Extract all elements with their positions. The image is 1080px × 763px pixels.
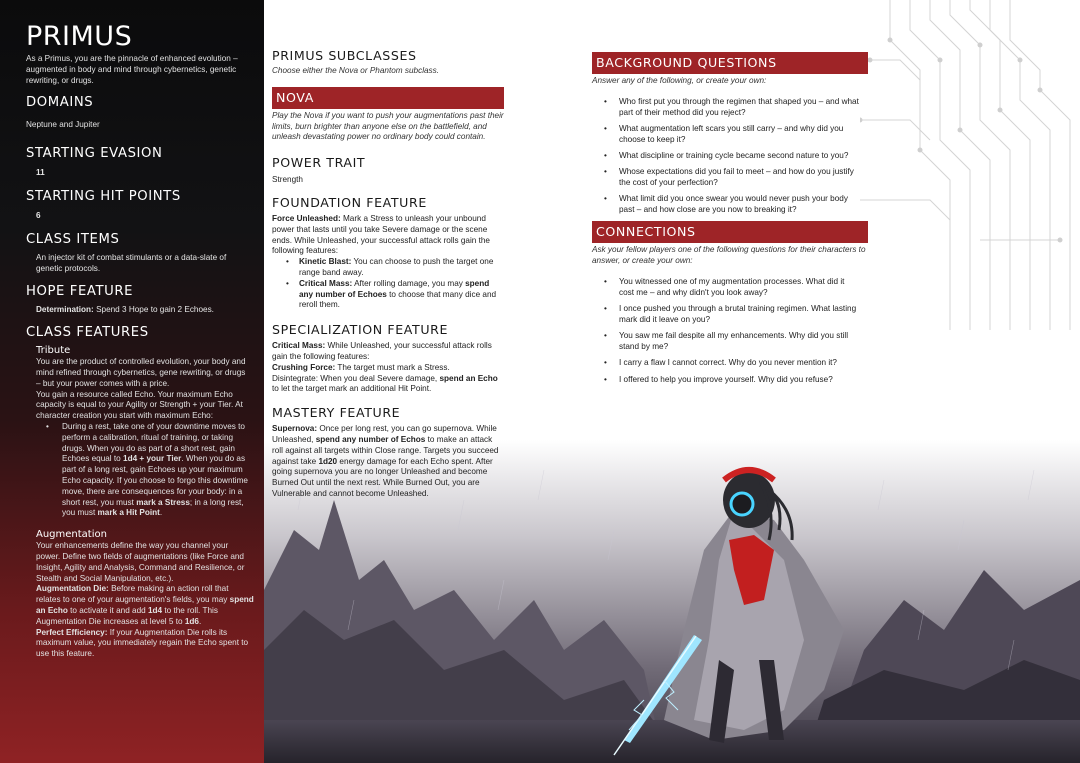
background-question-list — [592, 97, 868, 216]
specialization-heading: SPECIALIZATION FEATURE — [272, 322, 449, 338]
hit-points-value: 6 — [36, 211, 41, 221]
connections-intro: Ask your fellow players one of the following questions for their characters to answer, or create your own: — [592, 245, 866, 266]
tribute-p1: You are the product of controlled evolution, your body and mind refined through cybernetics, gene rewriting, or drugs — [36, 357, 246, 377]
nova-banner: NOVA — [272, 87, 504, 109]
question-item: • What discipline or training cycle became second nature to you? — [592, 151, 868, 162]
background-intro: Answer any of the following, or create your own: — [592, 76, 767, 85]
question-item: • I offered to help you improve yourself. Why did you refuse? — [592, 375, 868, 386]
background-questions-banner: BACKGROUND QUESTIONS — [592, 52, 868, 74]
perfect-efficiency: Perfect Efficiency: If your Augmentation Die rolls its maximum value, you immediately regain the Echo spent to use this feature. — [36, 627, 249, 659]
subclasses-text: Choose either the Nova or Phantom subclass. — [272, 66, 440, 75]
critical-mass-bullet: • Critical Mass: After rolling damage, you may spend any number of Echoes to choose that many dice and reroll them. — [272, 279, 504, 311]
class-sidebar — [0, 0, 264, 763]
hope-feature-heading: HOPE FEATURE — [26, 284, 134, 300]
question-item: • I carry a flaw I cannot correct. Why do you never mention it? — [592, 358, 868, 369]
class-items-heading: CLASS ITEMS — [26, 232, 120, 248]
subclass-column — [272, 48, 504, 500]
disintegrate: Disintegrate: When you deal Severe damage, spend an Echo to let the target mark an additional Hit Point. — [272, 373, 498, 394]
hit-points-heading: STARTING HIT POINTS — [26, 189, 181, 205]
question-item: • You witnessed one of my augmentation processes. What did it cost me – and why didn't you look away? — [592, 277, 868, 299]
tribute-p3: You gain a resource called Echo. Your maximum Echo capacity is equal to your Agility or Strength + your Tier. At character creation you start with maximum Echo: — [36, 389, 243, 421]
hope-feature-text: Determination: Spend 3 Hope to gain 2 Echoes. — [36, 305, 214, 315]
kinetic-blast: • Kinetic Blast: You can choose to push the target one range band away. — [272, 257, 504, 279]
question-item: • You saw me fail despite all my enhancements. Why did you still stand by me? — [592, 331, 868, 353]
circuit-pattern-decoration — [860, 0, 1080, 330]
class-title: PRIMUS — [26, 21, 133, 52]
domains-heading: DOMAINS — [26, 95, 94, 111]
connection-question-list — [592, 277, 868, 385]
class-features-heading: CLASS FEATURES — [26, 325, 149, 341]
spec-critical-mass: Critical Mass: While Unleashed, your successful attack rolls gain the following features: — [272, 341, 492, 361]
question-item: • Whose expectations did you fail to meet – and how do you justify the cost of your perfection? — [592, 167, 868, 189]
mastery-heading: MASTERY FEATURE — [272, 405, 401, 421]
nova-description: Play the Nova if you want to push your augmentations past their limits, burn brighter than anyone else on the battlefield, and unleash devastating power no ordinary body could contain. — [272, 110, 504, 142]
power-trait-heading: POWER TRAIT — [272, 155, 366, 171]
connections-banner: CONNECTIONS — [592, 221, 868, 243]
foundation-heading: FOUNDATION FEATURE — [272, 194, 427, 210]
class-intro: As a Primus, you are the pinnacle of enhanced evolution – augmented in body and mind through cybernetics, genetic rewriting, or drugs. — [26, 54, 238, 85]
question-item: • I once pushed you through a brutal training regimen. What lasting mark did it leave on you? — [592, 304, 868, 326]
power-trait-value: Strength — [272, 175, 303, 185]
augmentation-die: Augmentation Die: Before making an action roll that relates to one of your augmentation's fields, you may spend an Echo to activate it and add 1d4 to the roll. This Augmentation Die increases at level 5 to 1d6. — [36, 584, 254, 626]
question-item: • Who first put you through the regimen that shaped you – and what part of their method did you reject? — [592, 97, 868, 119]
crushing-force: Crushing Force: The target must mark a Stress. — [272, 362, 450, 372]
question-item: • What limit did you once swear you would never push your body past – and how close are you now to breaking it? — [592, 194, 868, 216]
evasion-heading: STARTING EVASION — [26, 146, 163, 162]
force-unleashed: Force Unleashed: Mark a Stress to unleash your unbound power that lasts until you take Severe damage or the scene ends. While Unleashed, your successful attack rolls gain the following features: — [272, 213, 490, 256]
augmentation-heading: Augmentation — [36, 529, 107, 541]
class-items-value: An injector kit of combat stimulants or a data-slate of genetic protocols. — [36, 253, 227, 274]
evasion-value: 11 — [36, 168, 45, 178]
questions-column — [592, 52, 868, 391]
tribute-p2: – but your power comes with a price. — [36, 378, 170, 388]
question-item: • What augmentation left scars you still carry – and why did you choose to keep it? — [592, 124, 868, 146]
supernova: Supernova: Once per long rest, you can go supernova. While Unleashed, spend any number of Echos to make an attack roll against all targets within Close range. Targets you succeed against take 1d20 energy damage for each Echo spent. After going supernova you are no longer Unleashed and become Burned Out until the next rest. While Burned Out, you are Vulnerable and cannot become Unleashed. — [272, 424, 499, 498]
tribute-bullet: • During a rest, take one of your downtime moves to perform a calibration, ritual of training, or taking drugs. When you do as part of a short rest, gain Echoes equal to 1d4 + your Tier. When you do as part of a long rest, gain Echoes up your maximum Echo capacity. If you choose to forgo this downtime move, there are consequences for your body: in a short rest, you must mark a Stress; in a long rest, you must mark a Hit Point. — [26, 422, 254, 519]
domains-value: Neptune and Jupiter — [26, 120, 100, 130]
augmentation-p1: Your enhancements define the way you channel your power. Define two fields of augmentations (like Force and Insight, Agility and Analysis, Command and Resilience, or Stealth and Social Manipulation, etc.). — [36, 541, 245, 583]
tribute-heading: Tribute — [36, 345, 71, 357]
subclasses-heading: PRIMUS SUBCLASSES — [272, 48, 417, 63]
